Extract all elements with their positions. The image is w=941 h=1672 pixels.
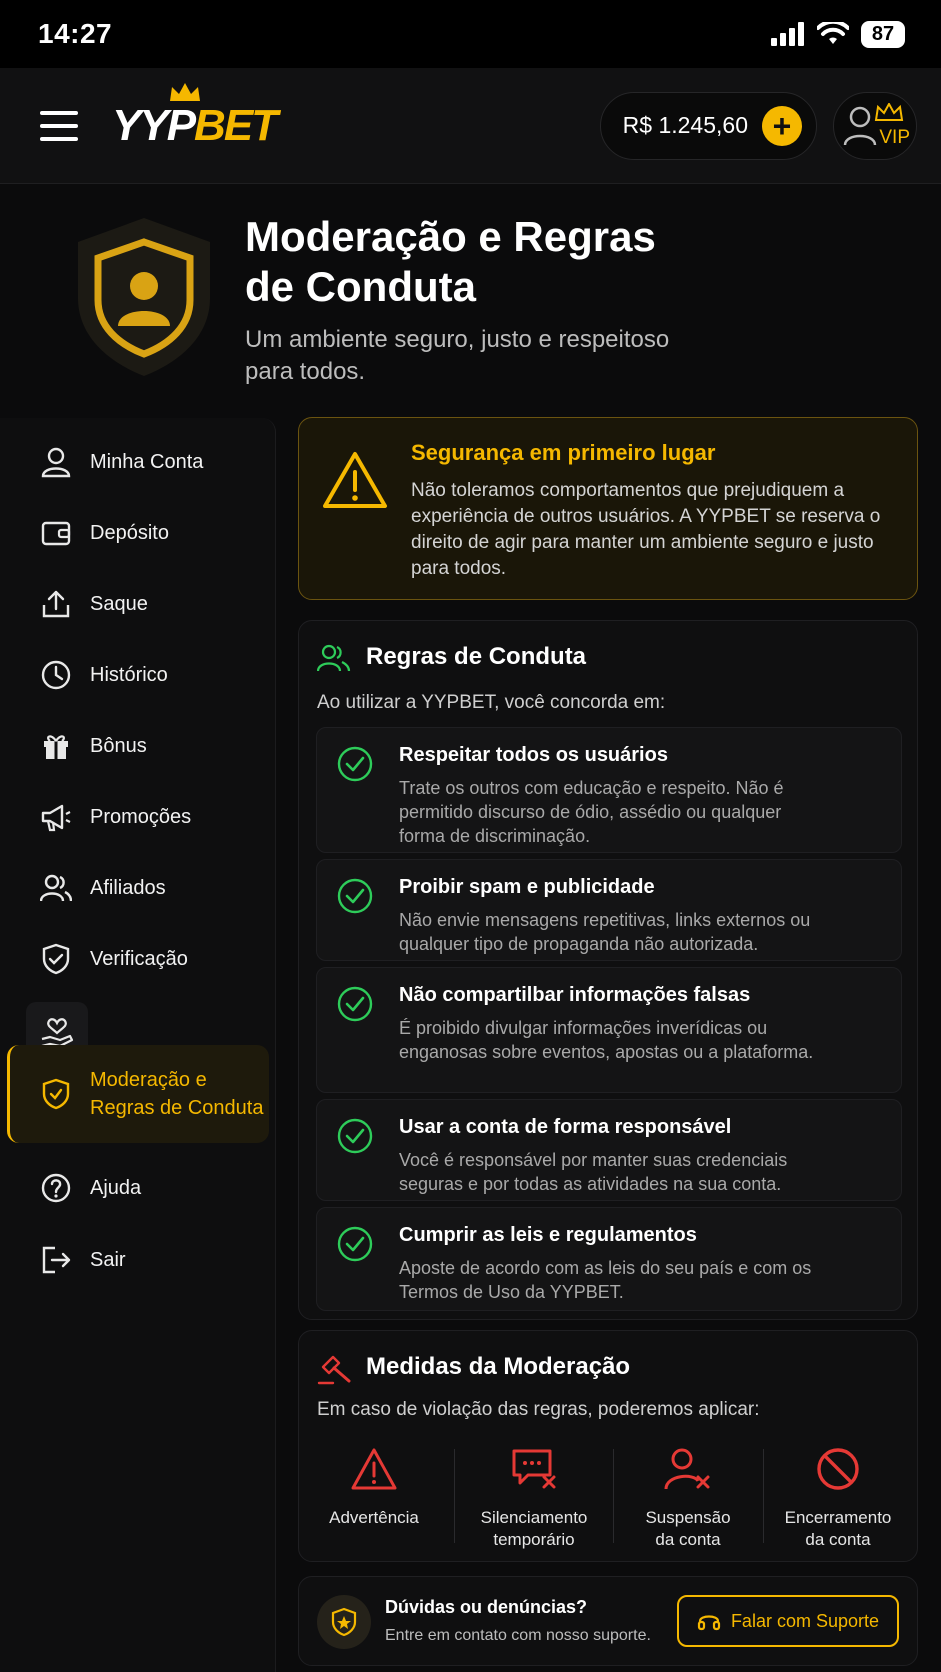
sidebar-item-label: Saque <box>90 592 148 615</box>
sidebar-item-ajuda[interactable] <box>0 1164 276 1212</box>
rule-description: Não envie mensagens repetitivas, links externos ou qualquer tipo de propaganda não autorizada. <box>399 910 811 954</box>
balance-display[interactable] <box>600 92 817 160</box>
support-card <box>298 1576 918 1666</box>
rule-description: Aposte de acordo com as leis do seu país e com os Termos de Uso da YYPBET. <box>399 1258 812 1302</box>
rule-item <box>316 1099 902 1201</box>
wallet-icon <box>40 517 72 549</box>
measure-label: Advertência <box>329 1508 419 1527</box>
users-icon <box>317 643 351 673</box>
measure-label: da conta <box>805 1530 871 1549</box>
page-subtitle-line: Um ambiente seguro, justo e respeitoso <box>245 326 670 353</box>
vip-crown-icon <box>874 103 904 123</box>
users-icon <box>40 872 72 904</box>
sidebar-item-minha-conta[interactable] <box>0 438 276 486</box>
battery-indicator: 87 <box>861 21 905 48</box>
rules-intro: Ao utilizar a YYPBET, você concorda em: <box>317 692 666 713</box>
warning-icon <box>321 450 389 510</box>
moderation-intro: Em caso de violação das regras, poderemos aplicar: <box>317 1399 760 1420</box>
app-header <box>0 68 941 184</box>
measure-label: temporário <box>493 1530 575 1549</box>
shield-icon <box>40 1078 72 1110</box>
sidebar-item-promocoes[interactable] <box>0 793 276 841</box>
divider <box>454 1449 455 1543</box>
sidebar-item-deposito[interactable] <box>0 509 276 557</box>
measure-advertencia <box>299 1443 449 1529</box>
measure-silenciamento <box>459 1443 609 1551</box>
rules-card <box>298 620 918 1320</box>
alert-title: Segurança em primeiro lugar <box>411 440 716 465</box>
status-time: 14:27 <box>38 18 113 49</box>
headset-icon <box>697 1609 721 1633</box>
ban-icon <box>815 1446 861 1492</box>
gift-icon <box>40 730 72 762</box>
menu-button[interactable] <box>40 111 78 141</box>
logo-text-gold: BET <box>194 100 277 150</box>
security-alert <box>298 417 918 600</box>
clock-icon <box>40 659 72 691</box>
megaphone-icon <box>40 801 72 833</box>
sidebar-item-historico[interactable] <box>0 651 276 699</box>
gavel-icon <box>317 1351 353 1385</box>
support-title: Dúvidas ou denúncias? <box>385 1597 588 1617</box>
sidebar-item-bonus[interactable] <box>0 722 276 770</box>
check-circle-icon <box>337 746 373 782</box>
status-bar <box>0 0 941 68</box>
yypbet-logo[interactable] <box>112 101 276 151</box>
alert-text: Não toleramos comportamentos que prejudiquem a experiência de outros usuários. A YYPBET se reserva o direito de agir para manter um ambiente seguro e justo para todos. <box>411 480 881 579</box>
check-circle-icon <box>337 1226 373 1262</box>
rule-description: É proibido divulgar informações inverídicas ou enganosas sobre eventos, apostas ou a plataforma. <box>399 1018 814 1062</box>
rule-title: Respeitar todos os usuários <box>399 744 668 766</box>
page-title-line: Moderação e Regras <box>245 213 656 260</box>
wifi-icon <box>817 22 849 46</box>
rule-description: Você é responsável por manter suas credenciais seguras e por todas as atividades na sua conta. <box>399 1150 788 1194</box>
rule-item <box>316 727 902 853</box>
rule-description: Trate os outros com educação e respeito. Não é permitido discurso de ódio, assédio ou qualquer forma de discriminação. <box>399 778 784 846</box>
user-x-icon <box>664 1447 712 1491</box>
page-subtitle-line: para todos. <box>245 358 366 385</box>
balance-amount: R$ 1.245,60 <box>622 112 748 138</box>
menu-bar <box>40 111 78 115</box>
rule-item <box>316 859 902 961</box>
sidebar-item-label: Afiliados <box>90 876 166 899</box>
sidebar-item-label: Minha Conta <box>90 450 204 473</box>
rule-title: Proibir spam e publicidade <box>399 876 655 898</box>
check-circle-icon <box>337 878 373 914</box>
check-circle-icon <box>337 986 373 1022</box>
measure-encerramento <box>763 1443 913 1551</box>
muted-chat-icon <box>510 1447 558 1491</box>
sidebar-item-sair[interactable] <box>0 1236 276 1284</box>
shield-icon <box>331 1607 357 1637</box>
warning-icon <box>350 1447 398 1491</box>
contact-support-label: Falar com Suporte <box>730 1610 879 1631</box>
sidebar-item-label: Verificação <box>90 947 188 970</box>
sidebar-item-label: Bônus <box>90 734 147 757</box>
menu-bar <box>40 124 78 128</box>
sidebar-item-label: Depósito <box>90 521 169 544</box>
vip-badge: VIP <box>879 126 910 148</box>
sidebar-item-label-line: Regras de Conduta <box>90 1097 264 1119</box>
measure-label: Silenciamento <box>480 1508 588 1527</box>
logout-icon <box>40 1244 72 1276</box>
page-subtitle <box>245 324 715 388</box>
rule-item <box>316 1207 902 1311</box>
sidebar-item-label-line: Moderação e <box>90 1069 207 1091</box>
help-icon <box>40 1172 72 1204</box>
sidebar-item-label <box>90 1066 263 1122</box>
rule-title: Usar a conta de forma responsável <box>399 1116 732 1138</box>
measure-suspensao <box>613 1443 763 1551</box>
rule-title: Cumprir as leis e regulamentos <box>399 1224 697 1246</box>
user-icon <box>842 103 878 147</box>
sidebar-item-label: Sair <box>90 1248 126 1271</box>
support-shield-badge <box>317 1595 371 1649</box>
profile-avatar-button[interactable] <box>833 92 917 160</box>
moderation-card <box>298 1330 918 1562</box>
sidebar-item-label: Histórico <box>90 663 168 686</box>
page-title-line: de Conduta <box>245 263 476 310</box>
sidebar-item-label: Ajuda <box>90 1176 142 1199</box>
hero-shield-icon <box>74 214 214 380</box>
signal-icon <box>771 22 805 46</box>
sidebar-item-label: Promoções <box>90 805 192 828</box>
rule-item <box>316 967 902 1093</box>
user-icon <box>40 446 72 478</box>
crown-icon <box>168 81 202 105</box>
status-icons <box>771 21 905 48</box>
sidebar-nav <box>0 418 276 1672</box>
logo-text-white: YYP <box>112 100 195 150</box>
sidebar-item-saque[interactable] <box>0 580 276 628</box>
add-funds-button[interactable]: + <box>762 106 802 146</box>
rule-title: Não compartilbar informações falsas <box>399 984 751 1006</box>
measure-label: Encerramento <box>784 1508 892 1527</box>
check-circle-icon <box>337 1118 373 1154</box>
support-subtitle: Entre em contato com nosso suporte. <box>385 1627 651 1644</box>
measure-label: da conta <box>655 1530 721 1549</box>
menu-bar <box>40 137 78 141</box>
page-title <box>245 212 715 312</box>
sidebar-item-verificacao[interactable] <box>0 935 276 983</box>
rules-title: Regras de Conduta <box>366 643 587 670</box>
measure-label: Suspensão <box>645 1508 731 1527</box>
sidebar-item-moderacao[interactable] <box>7 1045 269 1143</box>
upload-icon <box>40 588 72 620</box>
sidebar-item-afiliados[interactable] <box>0 864 276 912</box>
moderation-title: Medidas da Moderação <box>366 1353 631 1380</box>
contact-support-button[interactable] <box>677 1595 899 1647</box>
shield-check-icon <box>40 943 72 975</box>
